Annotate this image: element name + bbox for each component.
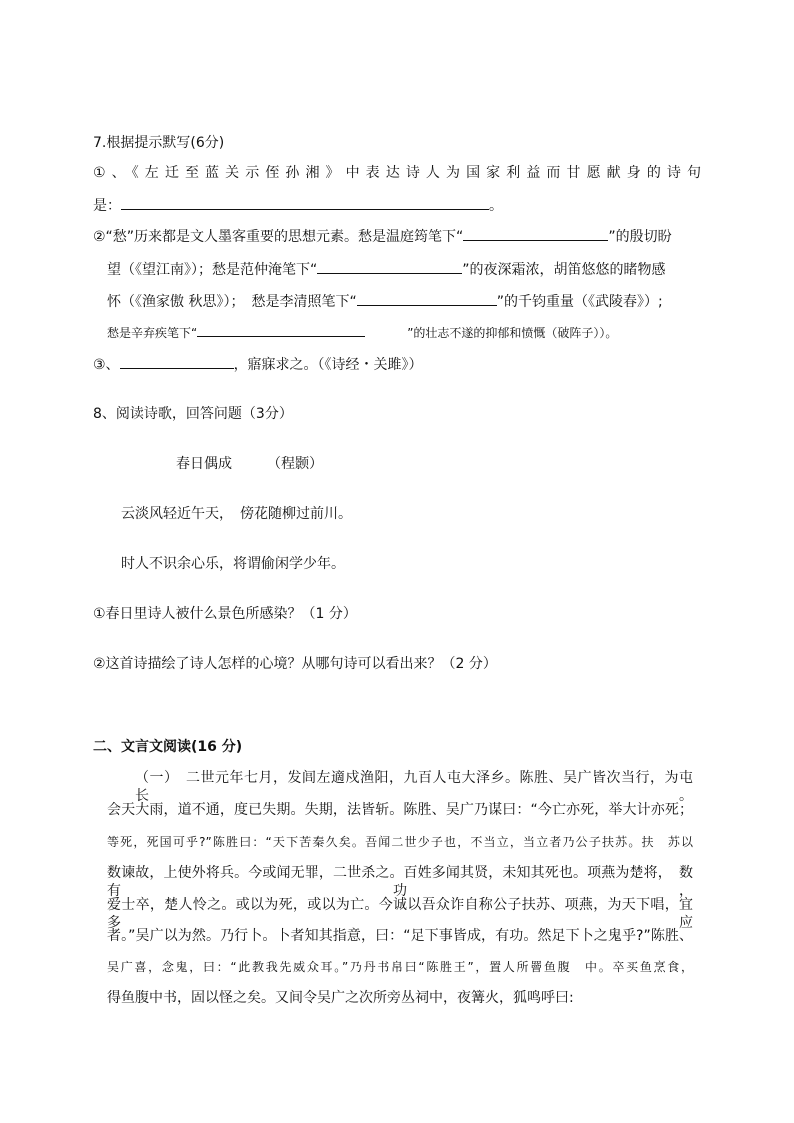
q7-item2-blank4[interactable] [197,323,365,337]
q7-item2-l4-text-b: ”的壮志不遂的抑郁和愤慨（破阵子））。 [407,326,618,340]
q7-item3-line [93,355,423,374]
passage-line-4: 数谏故，上使外将兵。今或闻无罪，二世杀之。百姓多闻其贤，未知其死也。项燕为楚将， 数有功， [107,865,693,899]
q7-item1-blank[interactable] [121,196,489,210]
q7-item2-blank2[interactable] [317,260,462,274]
q8-title: 8、阅读诗歌，回答问题（3分） [93,406,293,422]
q7-item2-blank1[interactable] [463,227,608,241]
poem-author: （程颢） [267,456,323,472]
q7-item1-text: ①、《左迁至蓝关示侄孙湘》中表达诗人为国家利益而甘愿献身的诗句 [93,165,701,181]
q7-item2-l3-text-b: ”的千钧重量（《武陵春》）; [496,294,663,310]
q7-item2-l3-text-a: 怀（《渔家傲 秋思》）； 愁是李清照笔下“ [107,294,357,310]
passage-line-7: 吴广喜，念鬼，曰：“此教我先威众耳。”乃丹书帛曰“陈胜王”，置人所罾鱼腹 中。卒买鱼烹食， [107,960,693,974]
q8-sub1: ①春日里诗人被什么景色所感染？（1 分） [93,606,357,622]
poem-title: 春日偶成 [176,456,232,472]
q7-item2-line3 [107,292,663,311]
q7-item1-prefix: 是： [93,198,121,214]
q7-item2-blank3[interactable] [357,292,497,306]
q7-item2-l1-text-b: ”的殷切盼 [608,229,672,245]
q7-item2-l2-text-a: 望（《望江南》）；愁是范仲淹笔下“ [107,262,318,278]
q7-item2-l2-text-b: ”的夜深霜浓，胡笛悠悠的睹物感 [462,262,666,278]
passage-line-3: 等死，死国可乎?”陈胜曰：“天下苦秦久矣。吾闻二世少子也，不当立，当立者乃公子扶苏。扶 苏以 [107,835,693,849]
q7-item1-answer-line [93,196,503,215]
passage-line-1: （一） 二世元年七月，发闾左適戍渔阳，九百人屯大泽乡。陈胜、吴广皆次当行，为屯长。 [135,770,693,804]
q7-item2-line4 [107,323,617,342]
passage-line-2: 会天大雨，道不通，度已失期。失期，法皆斩。陈胜、吴广乃谋曰：“今亡亦死，举大计亦死； [107,802,693,818]
section2-title: 二、文言文阅读(16 分) [93,739,243,755]
q7-item2-line1 [93,227,672,246]
q7-title: 7.根据提示默写(6分) [93,135,225,151]
q7-item3-prefix: ③、 [93,357,120,373]
q7-item3-suffix: ，寤寐求之。（《诗经・关雎》） [233,357,423,373]
q8-sub2: ②这首诗描绘了诗人怎样的心境？从哪句诗可以看出来？（2 分） [93,656,497,672]
passage-line-5: 爱士卒，楚人怜之。或以为死，或以为亡。今诚以吾众诈自称公子扶苏、项燕，为天下唱，宜多应 [107,897,693,931]
poem-line-2: 时人不识余心乐，将谓偷闲学少年。 [121,556,345,572]
q7-item3-blank[interactable] [120,355,234,369]
passage-line-8: 得鱼腹中书，固以怪之矣。又间令吴广之次所旁丛祠中，夜篝火，狐鸣呼曰: [107,990,574,1006]
poem-line-1: 云淡风轻近午天， 傍花随柳过前川。 [121,506,352,522]
passage-line-6: 者。”吴广以为然。乃行卜。卜者知其指意，曰：“足下事皆成，有功。然足下卜之鬼乎?”陈胜、 [107,928,693,944]
q7-item2-l1-text-a: ②“愁”历来都是文人墨客重要的思想元素。愁是温庭筠笔下“ [93,229,464,245]
q7-item1-end: 。 [489,198,503,214]
q7-item2-l4-text-a: 愁是辛弃疾笔下“ [107,326,198,340]
q7-item2-line2 [107,260,666,279]
